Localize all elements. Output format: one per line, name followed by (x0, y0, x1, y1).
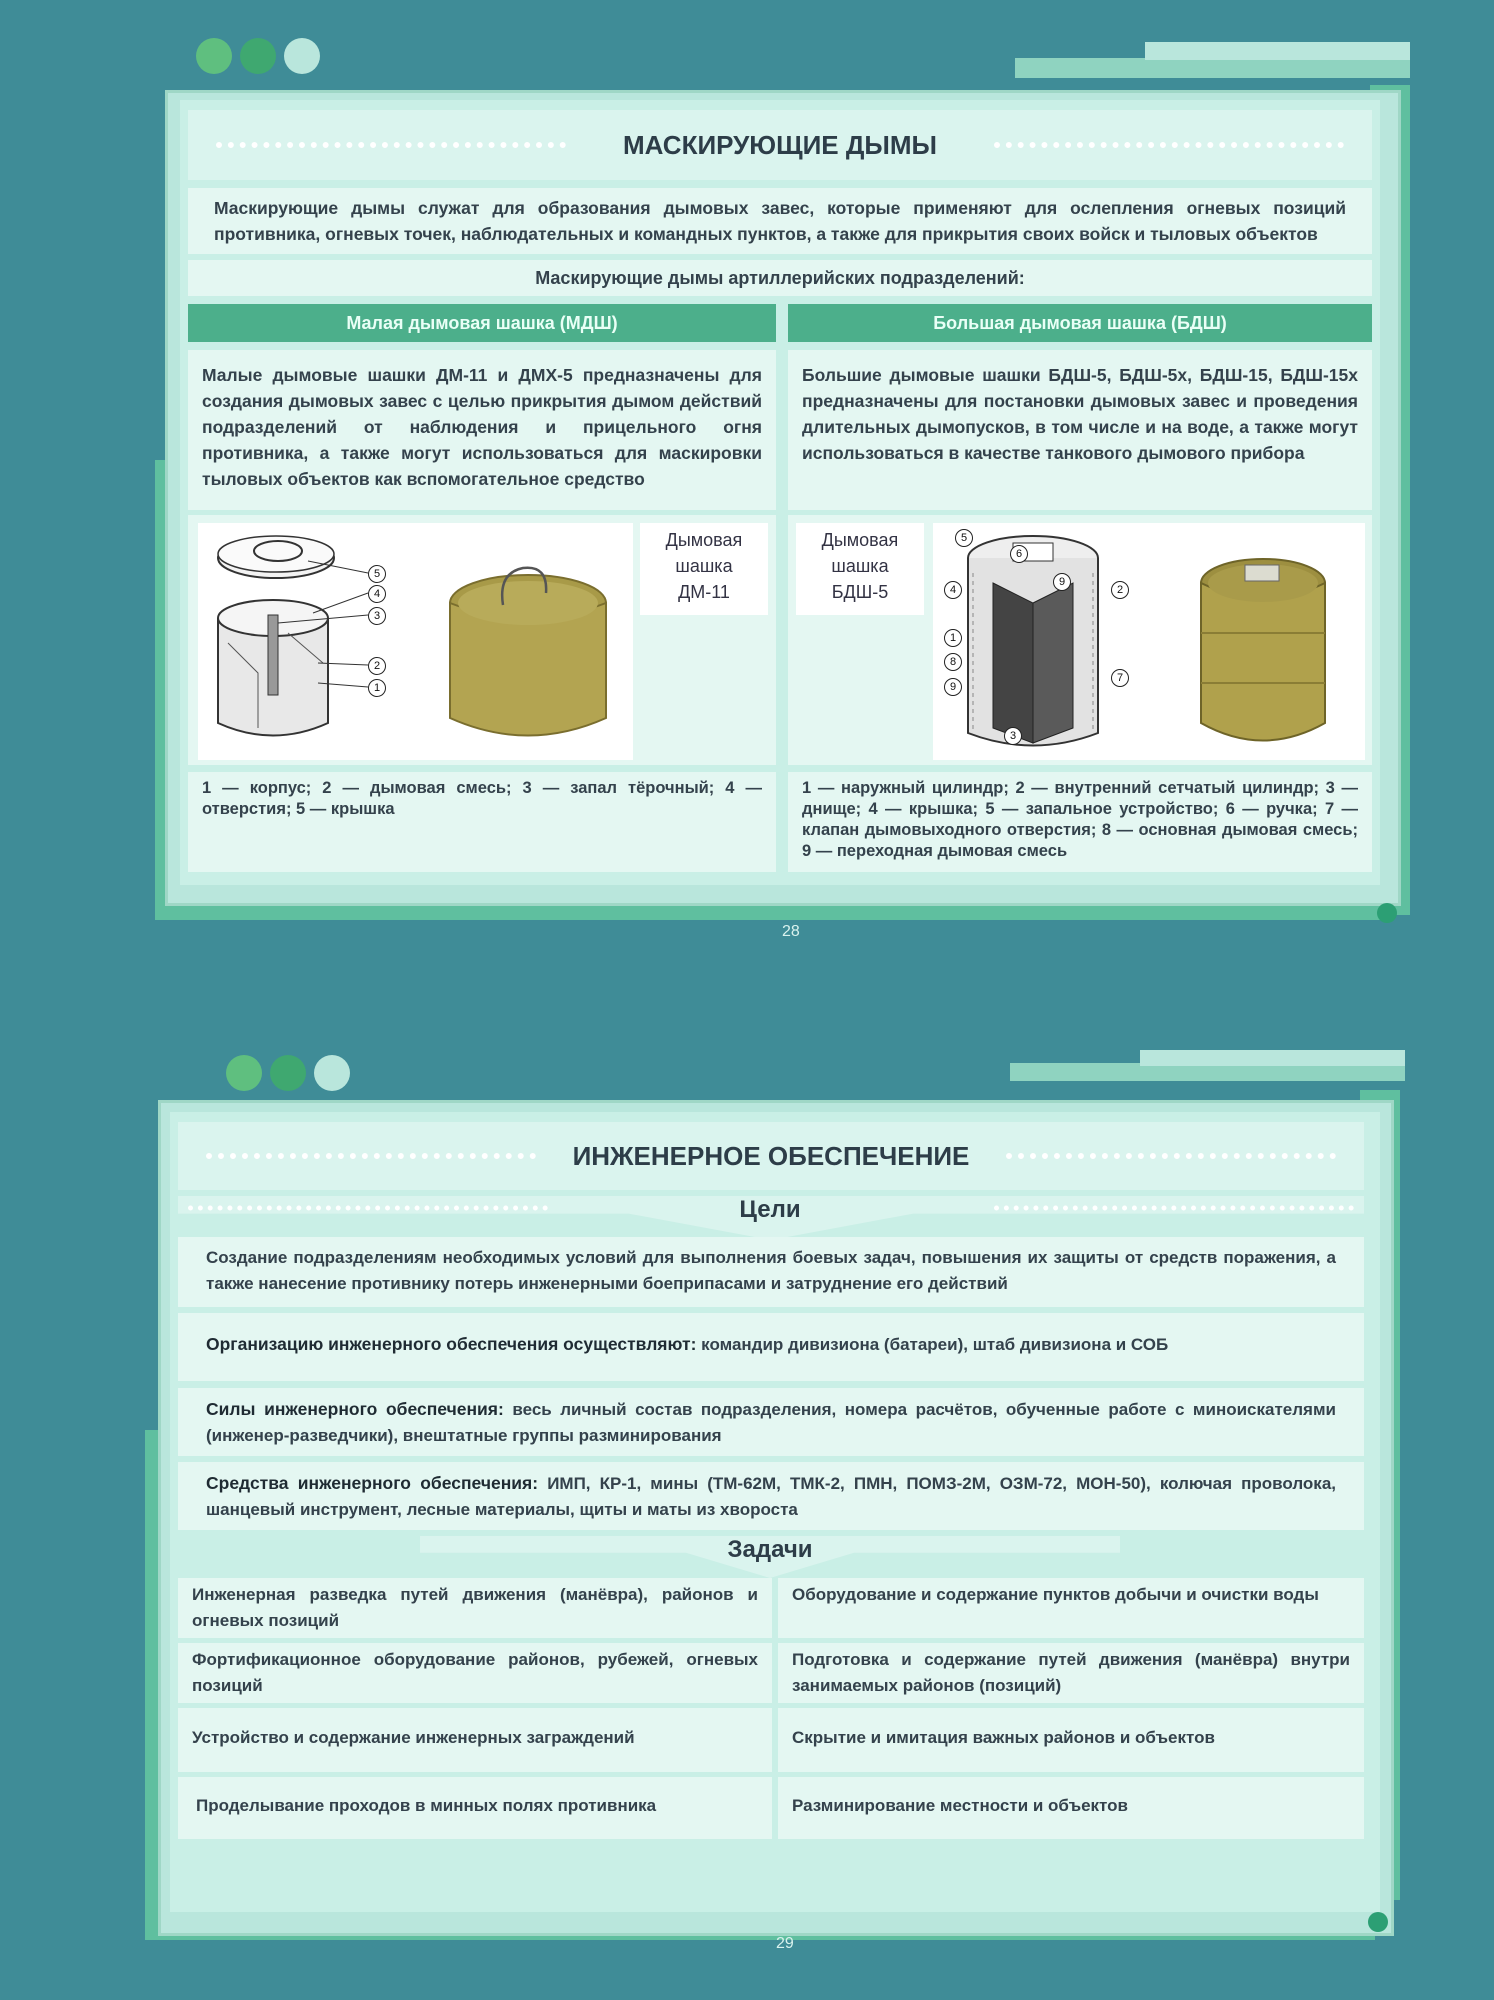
title-bar (188, 110, 1372, 180)
task-cell: Оборудование и содержание пунктов добычи и очистки воды (778, 1578, 1364, 1638)
callout-1: 1 (368, 679, 386, 697)
bdsh-drawing (933, 523, 1365, 760)
smoke-pot-drawing-icon (198, 523, 633, 760)
task-cell: Проделывание проходов в минных полях противника (178, 1777, 772, 1839)
organization-label: Организацию инженерного обеспечения осуществляют: (206, 1334, 697, 1354)
callout-5: 5 (955, 529, 973, 547)
forces-label: Силы инженерного обеспечения: (206, 1399, 504, 1419)
task-cell: Инженерная разведка путей движения (манёвра), районов и огневых позиций (178, 1578, 772, 1638)
left-description: Малые дымовые шашки ДМ-11 и ДМХ-5 предназначены для создания дымовых завес с целью прикрытия дымом действий подразделений от наблюдения и прицельного огня противника, а также могут использоваться для маскировки тыловых объектов как вспомогательное средство (188, 350, 776, 510)
means-text: ИМП, КР-1, мины (ТМ-62М, ТМК-2, ПМН, ПОМЗ-2М, ОЗМ-72, МОН-50), колючая проволока, шанцевый инструмент, лесные материалы, щиты и маты из хвороста (206, 1474, 1336, 1519)
page-number: 28 (782, 923, 800, 940)
callout-4: 4 (944, 581, 962, 599)
callout-9: 9 (1053, 573, 1071, 591)
task-cell: Фортификационное оборудование районов, рубежей, огневых позиций (178, 1643, 772, 1703)
right-legend: 1 — наружный цилиндр; 2 — внутренний сетчатый цилиндр; 3 — днище; 4 — крышка; 5 — запальное устройство; 6 — ручка; 7 — клапан дымовыходного отверстия; 8 — основная дымовая смесь; 9 — переходная дымовая смесь (788, 772, 1372, 872)
page-28 (0, 0, 1494, 960)
page-number: 29 (776, 1935, 794, 1952)
callout-5: 5 (368, 565, 386, 583)
callout-9: 9 (944, 678, 962, 696)
intro-text: Маскирующие дымы служат для образования дымовых завес, которые применяют для ослепления огневых позиций противника, огневых точек, наблюдательных и командных пунктов, а также для прикрытия своих войск и тыловых объектов (188, 188, 1372, 254)
forces-text: весь личный состав подразделения, номера расчётов, обученные работе с миноискателями (инженер-разведчики), внештатные группы разминирования (206, 1400, 1337, 1445)
callout-1: 1 (944, 629, 962, 647)
task-cell: Разминирование местности и объектов (778, 1777, 1364, 1839)
page-29 (0, 1000, 1494, 2000)
subtitle: Маскирующие дымы артиллерийских подразделений: (188, 260, 1372, 296)
right-description: Большие дымовые шашки БДШ-5, БДШ-5х, БДШ-15, БДШ-15х предназначены для постановки дымовых завес и проведения длительных дымопусков, в том числе и на воде, а также могут использоваться в качестве танкового дымового прибора (788, 350, 1372, 510)
page-title: ИНЖЕНЕРНОЕ ОБЕСПЕЧЕНИЕ (559, 1141, 984, 1172)
means-label: Средства инженерного обеспечения: (206, 1473, 539, 1493)
callout-6: 6 (1010, 545, 1028, 563)
decor-dots (196, 38, 320, 74)
page-title: МАСКИРУЮЩИЕ ДЫМЫ (609, 130, 951, 161)
large-smoke-pot-drawing-icon (933, 523, 1365, 760)
figure-label-bdsh5: Дымовая шашка БДШ-5 (796, 523, 924, 615)
goals-text: Создание подразделениям необходимых условий для выполнения боевых задач, повышения их защиты от средств поражения, а также нанесение противнику потерь инженерными боеприпасами и затруднение его действий (178, 1237, 1364, 1307)
callout-4: 4 (368, 585, 386, 603)
forces-row (178, 1388, 1364, 1456)
right-header: Большая дымовая шашка (БДШ) (788, 304, 1372, 342)
means-row (178, 1462, 1364, 1530)
callout-7: 7 (1111, 669, 1129, 687)
goals-title: Цели (739, 1196, 801, 1223)
callout-2: 2 (368, 657, 386, 675)
task-cell: Устройство и содержание инженерных заграждений (178, 1708, 772, 1772)
mdsh-drawing (198, 523, 633, 760)
left-header: Малая дымовая шашка (МДШ) (188, 304, 776, 342)
callout-8: 8 (944, 653, 962, 671)
tasks-title: Задачи (727, 1536, 813, 1563)
callout-2: 2 (1111, 581, 1129, 599)
decor-dots (226, 1055, 350, 1091)
left-legend: 1 — корпус; 2 — дымовая смесь; 3 — запал тёрочный; 4 — отверстия; 5 — крышка (188, 772, 776, 872)
figure-label-dm11: Дымовая шашка ДМ-11 (640, 523, 768, 615)
callout-3: 3 (1004, 727, 1022, 745)
organization-text: командир дивизиона (батареи), штаб дивизиона и СОБ (696, 1335, 1169, 1354)
task-cell: Подготовка и содержание путей движения (манёвра) внутри занимаемых районов (позиций) (778, 1643, 1364, 1703)
title-bar (178, 1122, 1364, 1190)
organization-row (178, 1313, 1364, 1381)
task-cell: Скрытие и имитация важных районов и объектов (778, 1708, 1364, 1772)
callout-3: 3 (368, 607, 386, 625)
